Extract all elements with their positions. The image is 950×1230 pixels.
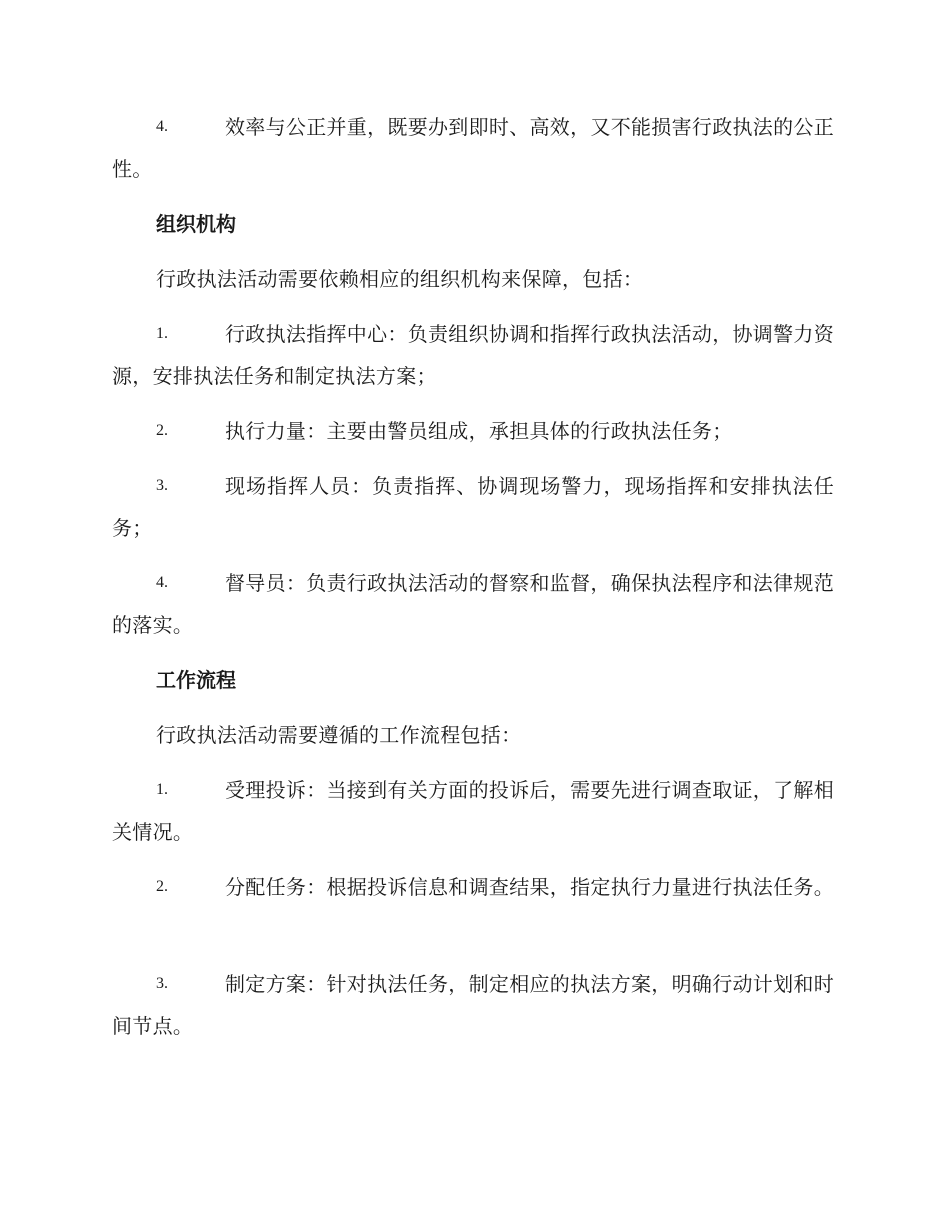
list-text: 效率与公正并重，既要办到即时、高效，又不能损害行政执法的公正性。 bbox=[112, 115, 834, 181]
list-item bbox=[112, 313, 834, 397]
list-text: 受理投诉：当接到有关方面的投诉后，需要先进行调查取证，了解相关情况。 bbox=[112, 778, 834, 844]
list-text: 分配任务：根据投诉信息和调查结果，指定执行力量进行执法任务。 bbox=[225, 875, 834, 899]
section-heading-text: 组织机构 bbox=[156, 212, 236, 236]
list-item bbox=[112, 963, 834, 1047]
list-item bbox=[112, 106, 834, 190]
list-item bbox=[112, 465, 834, 549]
section-heading bbox=[112, 203, 834, 245]
list-item bbox=[112, 562, 834, 646]
list-number: 3. bbox=[156, 477, 168, 494]
list-text: 督导员：负责行政执法活动的督察和监督，确保执法程序和法律规范的落实。 bbox=[112, 571, 834, 637]
paragraph bbox=[112, 714, 834, 756]
list-number: 1. bbox=[156, 781, 168, 798]
list-number: 3. bbox=[156, 975, 168, 992]
list-item bbox=[112, 769, 834, 853]
list-number: 1. bbox=[156, 325, 168, 342]
list-item bbox=[112, 410, 834, 452]
section-heading-text: 工作流程 bbox=[156, 668, 236, 692]
list-number: 2. bbox=[156, 422, 168, 439]
paragraph-text: 行政执法活动需要依赖相应的组织机构来保障，包括： bbox=[156, 267, 644, 291]
list-number: 4. bbox=[156, 574, 168, 591]
list-text: 执行力量：主要由警员组成，承担具体的行政执法任务； bbox=[225, 419, 733, 443]
list-text: 制定方案：针对执法任务，制定相应的执法方案，明确行动计划和时间节点。 bbox=[112, 972, 834, 1038]
paragraph-text: 行政执法活动需要遵循的工作流程包括： bbox=[156, 723, 522, 747]
list-text: 现场指挥人员：负责指挥、协调现场警力，现场指挥和安排执法任务； bbox=[112, 474, 834, 540]
list-number: 4. bbox=[156, 118, 168, 135]
paragraph bbox=[112, 258, 834, 300]
list-number: 2. bbox=[156, 878, 168, 895]
list-text: 行政执法指挥中心：负责组织协调和指挥行政执法活动，协调警力资源，安排执法任务和制定执法方案； bbox=[112, 322, 834, 388]
list-item bbox=[112, 866, 834, 908]
section-heading bbox=[112, 659, 834, 701]
